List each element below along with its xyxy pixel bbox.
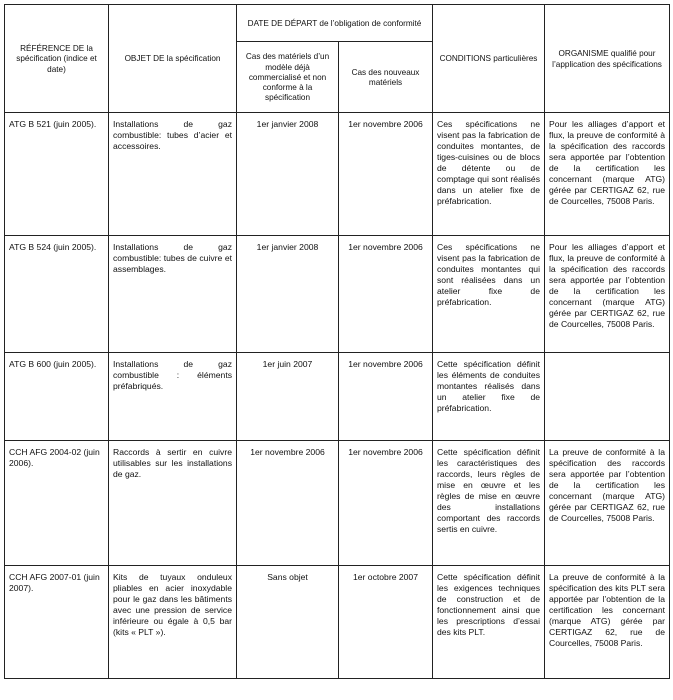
header-objet: OBJET DE la spécification [109,5,237,113]
cell-objet: Raccords à sertir en cuivre utilisables sur les installations de gaz. [109,441,237,566]
cell-reference: CCH AFG 2007-01 (juin 2007). [5,566,109,679]
table-row [5,566,670,679]
header-cas-nouveaux: Cas des nouveaux matériels [339,42,433,113]
cell-conditions: Cette spécification définit les exigences techniques de construction et de fonctionnement ainsi que les prescriptions d’essai des kits PLT. [433,566,545,679]
cell-objet: Installations de gaz combustible : éléments préfabriqués. [109,353,237,441]
cell-date-existants: 1er janvier 2008 [237,113,339,236]
table-row [5,113,670,236]
cell-organisme: La preuve de conformité à la spécification des raccords sera apportée par l’obtention de la certification les concernant (marque ATG) gérée par CERTIGAZ 62, rue de Courcelles, 75008 Paris. [545,441,670,566]
cell-date-nouveaux: 1er novembre 2006 [339,236,433,353]
cell-organisme: Pour les alliages d’apport et flux, la preuve de conformité à la spécification des raccords sera apportée par l’obtention de la certification les concernant (marque ATG) gérée par CERTIGAZ 62, rue de Courcelles, 75008 Paris. [545,236,670,353]
table-row [5,353,670,441]
cell-conditions: Cette spécification définit les caractéristiques des raccords, leurs règles de mise en œuvre et les règles de mise en œuvre des installations comportant des raccords sertis en cuivre. [433,441,545,566]
header-reference: RÉFÉRENCE DE la spécification (indice et date) [5,5,109,113]
header-cas-existants: Cas des matériels d’un modèle déjà commercialisé et non conforme à la spécification [237,42,339,113]
header-organisme: ORGANISME qualifié pour l’application des spécifications [545,5,670,113]
header-conditions: CONDITIONS particulières [433,5,545,113]
cell-date-existants: 1er novembre 2006 [237,441,339,566]
cell-organisme: La preuve de conformité à la spécification des kits PLT sera apportée par l’obtention de la certification les concernant (marque ATG) gérée par CERTIGAZ 62, rue de Courcelles, 75008 Paris. [545,566,670,679]
table-row [5,441,670,566]
cell-reference: ATG B 524 (juin 2005). [5,236,109,353]
document-page [4,4,669,679]
table-row [5,236,670,353]
cell-organisme [545,353,670,441]
cell-objet: Installations de gaz combustible: tubes de cuivre et assemblages. [109,236,237,353]
cell-reference: ATG B 600 (juin 2005). [5,353,109,441]
cell-reference: ATG B 521 (juin 2005). [5,113,109,236]
cell-date-existants: 1er juin 2007 [237,353,339,441]
header-row-top [5,5,670,42]
cell-conditions: Ces spécifications ne visent pas la fabrication de conduites montantes qui sont réalisées dans un atelier fixe de préfabrication. [433,236,545,353]
cell-conditions: Ces spécifications ne visent pas la fabrication de conduites montantes, de tiges-cuisines ou de blocs de détente ou de comptage qui sont réalisés dans un atelier fixe de préfabrication. [433,113,545,236]
cell-date-existants: 1er janvier 2008 [237,236,339,353]
cell-organisme: Pour les alliages d’apport et flux, la preuve de conformité à la spécification des raccords sera apportée par l’obtention de la certification les concernant (marque ATG) gérée par CERTIGAZ 62, rue de Courcelles, 75008 Paris. [545,113,670,236]
cell-objet: Kits de tuyaux onduleux pliables en acier inoxydable pour le gaz dans les bâtiments avec une pression de service inférieure ou égale à 0,5 bar (kits « PLT »). [109,566,237,679]
cell-date-nouveaux: 1er novembre 2006 [339,113,433,236]
header-date-depart: DATE DE DÉPART de l’obligation de conformité [237,5,433,42]
cell-conditions: Cette spécification définit les éléments de conduites montantes réalisés dans un atelier fixe de préfabrication. [433,353,545,441]
cell-date-existants: Sans objet [237,566,339,679]
cell-objet: Installations de gaz combustible: tubes d’acier et accessoires. [109,113,237,236]
cell-date-nouveaux: 1er novembre 2006 [339,353,433,441]
cell-date-nouveaux: 1er novembre 2006 [339,441,433,566]
specifications-table [4,4,670,679]
cell-date-nouveaux: 1er octobre 2007 [339,566,433,679]
cell-reference: CCH AFG 2004-02 (juin 2006). [5,441,109,566]
